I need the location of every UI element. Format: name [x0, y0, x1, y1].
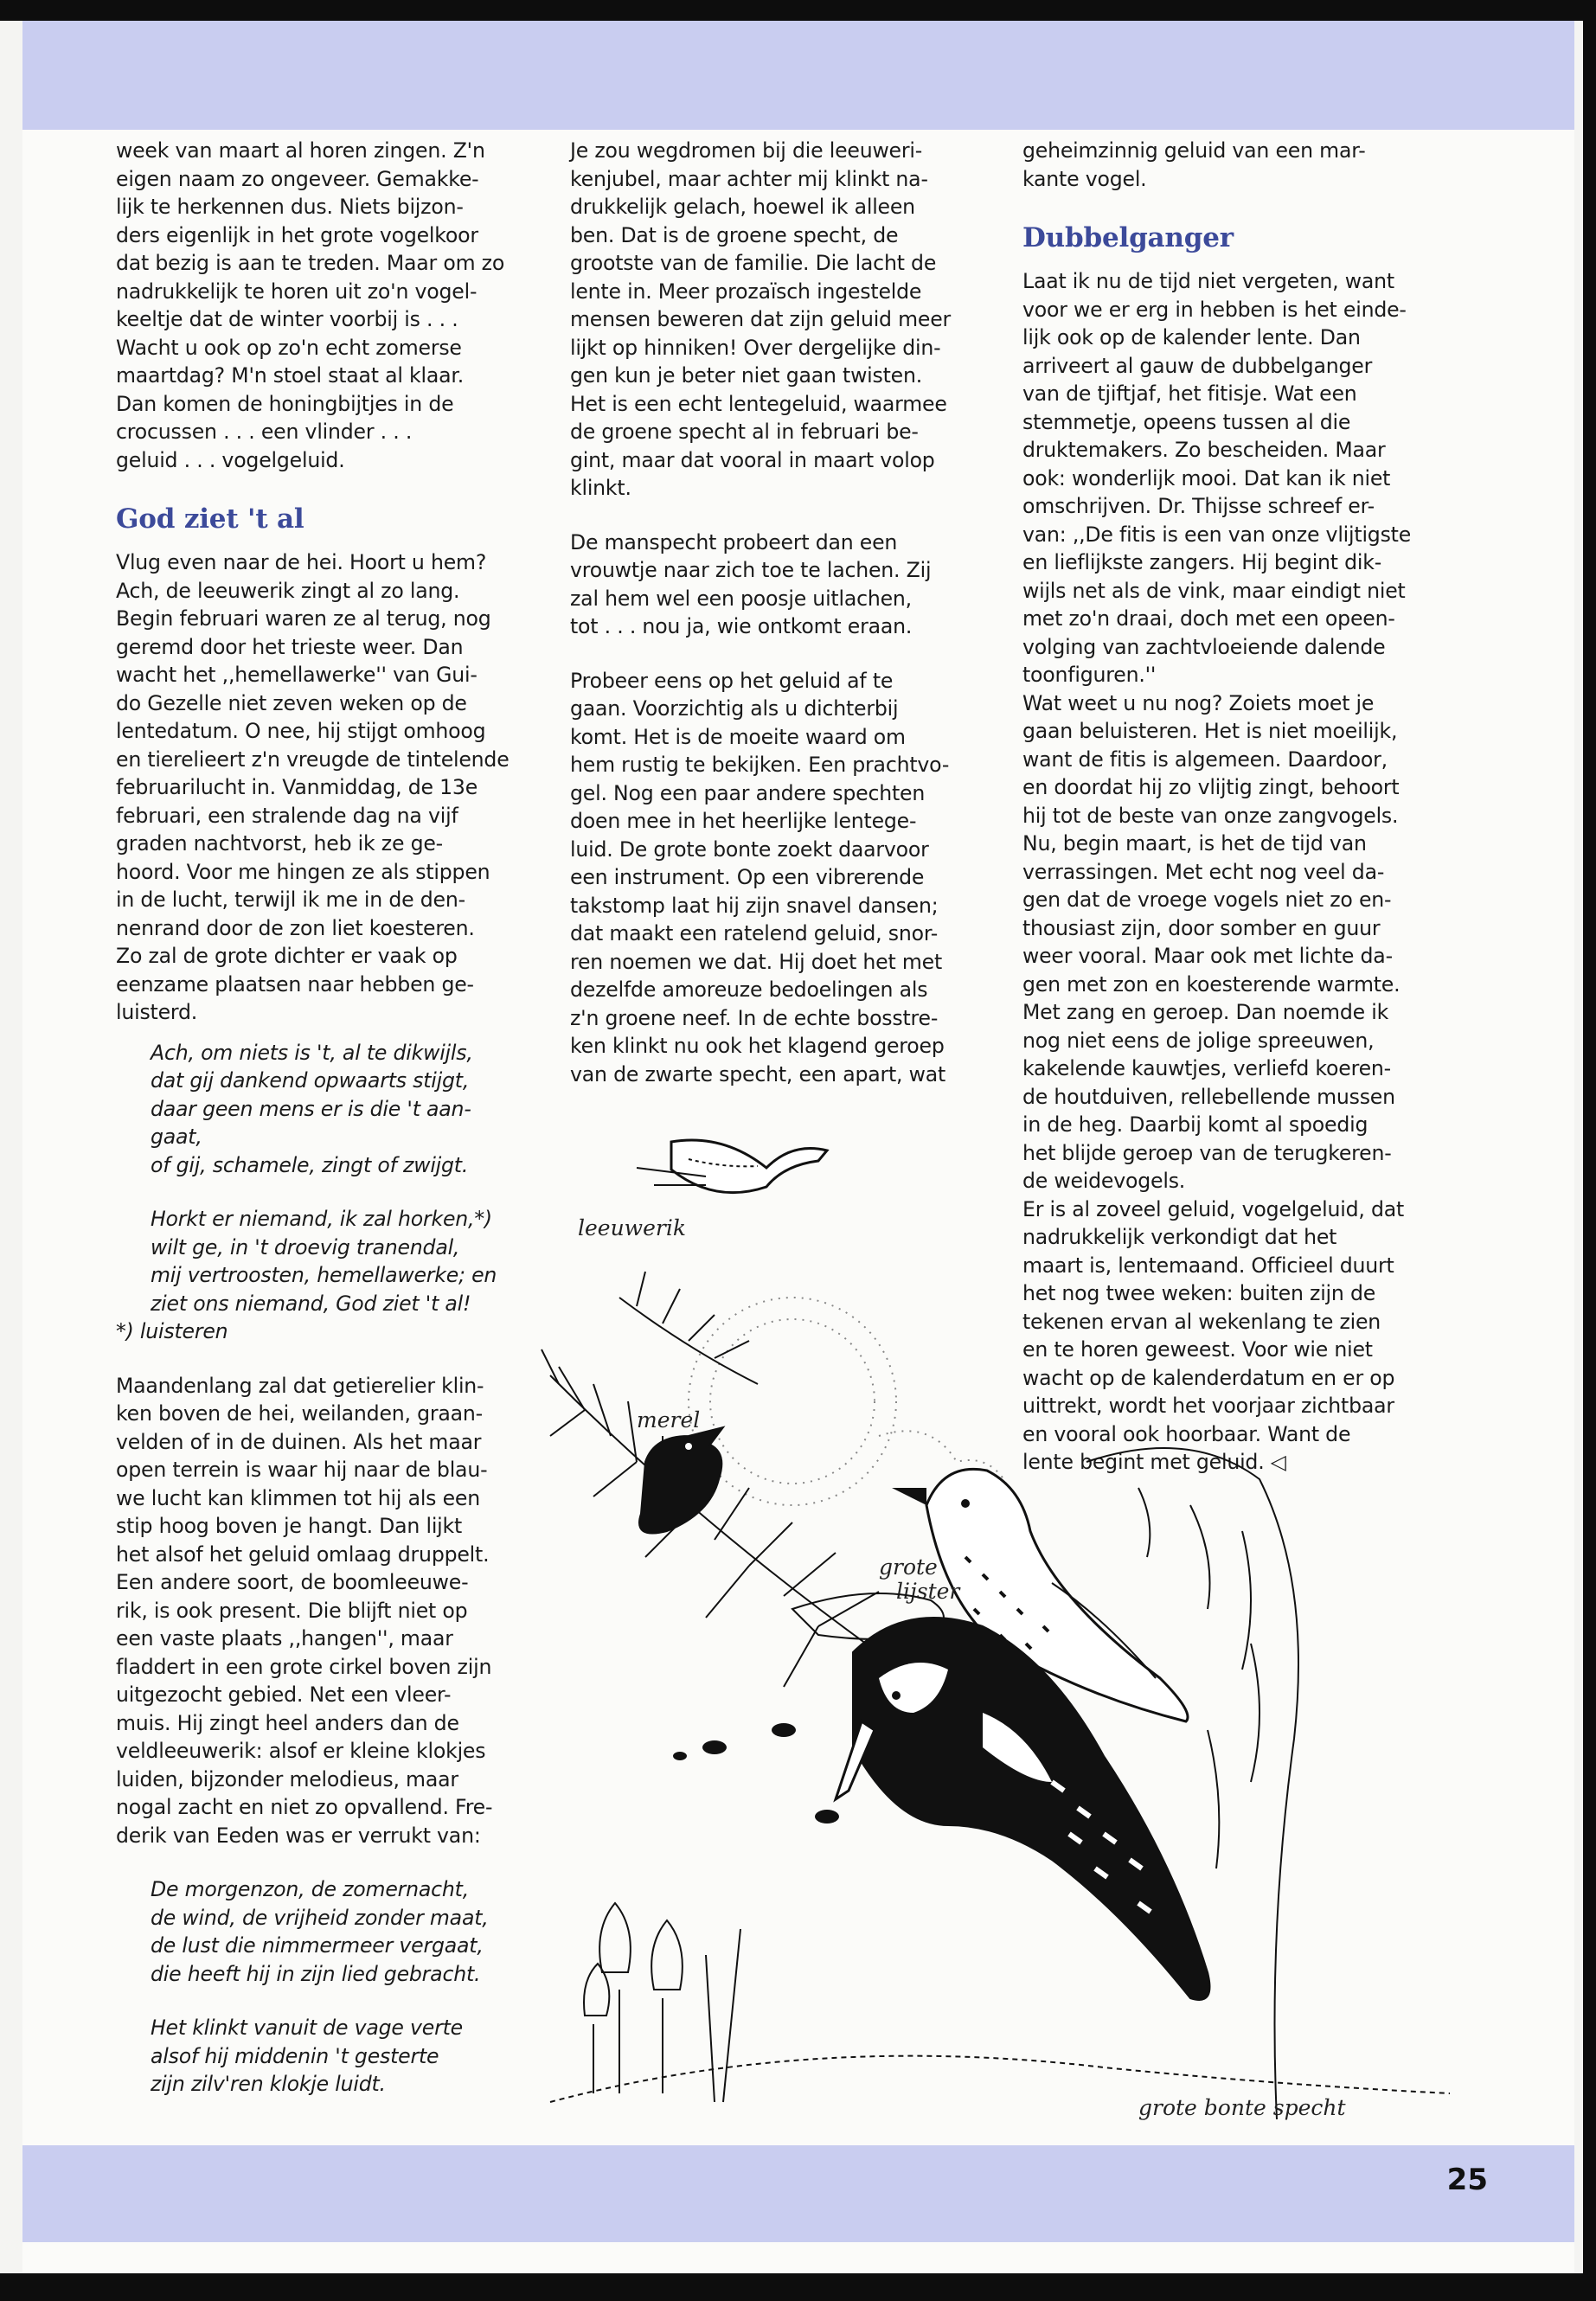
col1-body	[116, 548, 521, 1027]
text-line: de groene specht al in februari be-	[570, 420, 919, 444]
text-line: het blijde geroep van de terugkeren-	[1022, 1140, 1392, 1165]
text-line: van de tjiftjaf, het fitisje. Wat een	[1022, 381, 1357, 406]
text-line: fladdert in een grote cirkel boven zijn	[116, 1654, 492, 1679]
text-line: dat bezig is aan te treden. Maar om zo	[116, 251, 505, 275]
poem-line: Horkt er niemand, ik zal horken,*)	[151, 1207, 492, 1231]
text-line: week van maart al horen zingen. Z'n	[116, 138, 485, 163]
text-line: maart is, lentemaand. Officieel duurt	[1022, 1253, 1394, 1278]
col2-para-3	[570, 667, 956, 1089]
text-line: en lieflijkste zangers. Hij begint dik-	[1022, 550, 1382, 574]
text-line: mensen beweren dat zijn geluid meer	[570, 307, 952, 331]
text-line: en vooral ook hoorbaar. Want de	[1022, 1421, 1351, 1446]
text-line: en te horen geweest. Voor wie niet	[1022, 1337, 1373, 1362]
text-line: kenjubel, maar achter mij klinkt na-	[570, 166, 928, 191]
text-line: velden of in de duinen. Als het maar	[116, 1429, 482, 1454]
col1-body-2	[116, 1372, 521, 1850]
poem-line: de lust die nimmermeer vergaat,	[151, 1933, 484, 1958]
poem-van-eeden-2	[151, 2014, 521, 2099]
text-line: wacht het ,,hemellawerke'' van Gui-	[116, 663, 478, 687]
text-line: hoord. Voor me hingen ze als stippen	[116, 859, 490, 884]
text-line: nog niet eens de jolige spreeuwen,	[1022, 1028, 1375, 1053]
text-line: van: ,,De fitis is een van onze vlijtigste	[1022, 522, 1412, 547]
text-line: Wacht u ook op zo'n echt zomerse	[116, 335, 462, 360]
poem-line: zijn zilv'ren klokje luidt.	[151, 2072, 386, 2096]
text-line: grootste van de familie. Die lacht de	[570, 251, 937, 275]
text-line: gen kun je beter niet gaan twisten.	[570, 363, 923, 388]
text-line: februarilucht in. Vanmiddag, de 13e	[116, 775, 478, 799]
label-merel: merel	[637, 1407, 701, 1433]
poem-line: De morgenzon, de zomernacht,	[151, 1877, 470, 1901]
text-line: we lucht kan klimmen tot hij als een	[116, 1485, 480, 1510]
text-line: nogal zacht en niet zo opvallend. Fre-	[116, 1795, 493, 1819]
text-line: muis. Hij zingt heel anders dan de	[116, 1710, 459, 1735]
label-grote-bonte-specht: grote bonte specht	[1138, 2095, 1346, 2120]
text-line: gel. Nog een paar andere spechten	[570, 780, 926, 805]
text-line: Je zou wegdromen bij die leeuweri-	[570, 138, 923, 163]
text-line: graden nachtvorst, heb ik ze ge-	[116, 831, 443, 856]
text-line: nadrukkelijk verkondigt dat het	[1022, 1225, 1337, 1249]
poem-line: alsof hij middenin 't gesterte	[151, 2043, 439, 2068]
poem-line: Ach, om niets is 't, al te dikwijls,	[151, 1040, 473, 1065]
header-band	[22, 21, 1574, 130]
text-line: lijk ook op de kalender lente. Dan	[1022, 325, 1361, 349]
text-line: Het is een echt lentegeluid, waarmee	[570, 391, 947, 416]
text-line: Zo zal de grote dichter er vaak op	[116, 944, 458, 968]
poem-line: wilt ge, in 't droevig tranendal,	[151, 1234, 460, 1259]
text-line: thousiast zijn, door somber en guur	[1022, 915, 1381, 940]
poem-gezelle-2	[151, 1205, 521, 1317]
text-line: eenzame plaatsen naar hebben ge-	[116, 971, 474, 997]
text-line: Ach, de leeuwerik zingt al zo lang.	[116, 578, 460, 603]
text-line: wacht op de kalenderdatum en er op	[1022, 1365, 1395, 1390]
text-line: Laat ik nu de tijd niet vergeten, want	[1022, 269, 1394, 293]
text-line: maartdag? M'n stoel staat al klaar.	[116, 363, 465, 388]
text-line: de houtduiven, rellebellende mussen	[1022, 1084, 1395, 1109]
text-line: geheimzinnig geluid van een mar-	[1022, 138, 1366, 163]
text-line: de weidevogels.	[1022, 1169, 1186, 1193]
poem-line: gaat,	[151, 1125, 202, 1149]
text-line: komt. Het is de moeite waard om	[570, 724, 906, 749]
text-line: Wat weet u nu nog? Zoiets moet je	[1022, 690, 1375, 715]
text-line: lente begint met geluid. ◁	[1022, 1450, 1286, 1474]
text-line: De manspecht probeert dan een	[570, 529, 898, 554]
poem-gezelle-1	[151, 1039, 521, 1180]
text-line: en doordat hij zo vlijtig zingt, behoort	[1022, 775, 1400, 799]
text-line: en tierelieert z'n vreugde de tintelende	[116, 747, 510, 772]
text-line: stemmetje, opeens tussen al die	[1022, 409, 1351, 434]
text-line: Vlug even naar de hei. Hoort u hem?	[116, 550, 487, 574]
text-line: in de heg. Daarbij komt al spoedig	[1022, 1112, 1368, 1137]
text-line: Begin februari waren ze al terug, nog	[116, 606, 491, 631]
text-line: luiden, bijzonder melodieus, maar	[116, 1766, 458, 1791]
text-line: Dan komen de honingbijtjes in de	[116, 391, 454, 416]
text-line: Probeer eens op het geluid af te	[570, 668, 894, 693]
poem-line: die heeft hij in zijn lied gebracht.	[151, 1961, 481, 1986]
text-line: het alsof het geluid omlaag druppelt.	[116, 1541, 490, 1567]
text-line: keeltje dat de winter voorbij is . . .	[116, 307, 458, 331]
blackbird-drawing	[639, 1427, 723, 1534]
text-line: gaan. Voorzichtig als u dichterbij	[570, 696, 899, 721]
text-line: geluid . . . vogelgeluid.	[116, 447, 345, 472]
text-line: dat maakt een ratelend geluid, snor-	[570, 921, 939, 945]
text-line: hem rustig te bekijken. Een prachtvo-	[570, 753, 950, 777]
text-line: uittrekt, wordt het voorjaar zichtbaar	[1022, 1394, 1394, 1418]
text-line: z'n groene neef. In de echte bosstre-	[570, 1005, 939, 1030]
column-2	[570, 137, 956, 1088]
text-line: toonfiguren.''	[1022, 663, 1157, 687]
footer-band	[22, 2145, 1574, 2242]
text-line: dezelfde amoreuze bedoelingen als	[570, 977, 928, 1002]
poem-line: daar geen mens er is die 't aan-	[151, 1096, 471, 1121]
page-number: 25	[1446, 2163, 1488, 2197]
text-line: luisterd.	[116, 1000, 198, 1024]
col1-intro	[116, 137, 521, 474]
text-line: kakelende kauwtjes, verliefd koeren-	[1022, 1056, 1391, 1080]
text-line: ken boven de hei, weilanden, graan-	[116, 1401, 483, 1426]
text-line: ben. Dat is de groene specht, de	[570, 222, 899, 247]
lark-drawing	[637, 1140, 827, 1193]
text-line: uitgezocht gebied. Net een vleer-	[116, 1682, 452, 1707]
text-line: nadrukkelijk te horen uit zo'n vogel-	[116, 279, 478, 304]
text-line: een instrument. Op een vibrerende	[570, 865, 925, 889]
text-line: met zo'n draai, doch met een opeen-	[1022, 606, 1395, 631]
column-1	[116, 137, 521, 2099]
text-line: het nog twee weken: buiten zijn de	[1022, 1281, 1376, 1305]
text-line: gaan beluisteren. Het is niet moeilijk,	[1022, 719, 1398, 743]
col3-intro	[1022, 137, 1427, 193]
label-lijster: lijster	[896, 1579, 960, 1604]
text-line: lentedatum. O nee, hij stijgt omhoog	[116, 719, 486, 743]
text-line: rik, is ook present. Die blijft niet op	[116, 1598, 468, 1623]
section-heading-dubbelganger: Dubbelganger	[1022, 222, 1234, 253]
text-line: ders eigenlijk in het grote vogelkoor	[116, 222, 478, 247]
text-line: klinkt.	[570, 476, 631, 500]
poem-van-eeden-1	[151, 1875, 521, 1988]
text-line: verrassingen. Met echt nog veel da-	[1022, 859, 1385, 884]
poem-line: Het klinkt vanuit de vage verte	[151, 2016, 463, 2040]
text-line: lijkt op hinniken! Over dergelijke din-	[570, 335, 941, 360]
text-line: Nu, begin maart, is het de tijd van	[1022, 831, 1367, 856]
poem-line: ziet ons niemand, God ziet 't al!	[151, 1291, 471, 1316]
text-line: vrouwtje naar zich toe te lachen. Zij	[570, 558, 932, 582]
poem-line: of gij, schamele, zingt of zwijgt.	[151, 1152, 469, 1177]
footnote: *) luisteren	[116, 1319, 228, 1343]
text-line: drukkelijk gelach, hoewel ik alleen	[570, 195, 915, 219]
text-line: Met zang en geroep. Dan noemde ik	[1022, 1000, 1389, 1024]
text-line: gint, maar dat vooral in maart volop	[570, 447, 935, 472]
scan-border-right	[1583, 21, 1596, 2273]
text-line: een vaste plaats ,,hangen'', maar	[116, 1626, 453, 1650]
text-line: luid. De grote bonte zoekt daarvoor	[570, 836, 929, 862]
text-line: voor we er erg in hebben is het einde-	[1022, 297, 1407, 322]
text-line: derik van Eeden was er verrukt van:	[116, 1823, 481, 1848]
poem-line: de wind, de vrijheid zonder maat,	[151, 1905, 489, 1930]
text-line: do Gezelle niet zeven weken op de	[116, 690, 467, 715]
text-line: ken klinkt nu ook het klagend geroep	[570, 1034, 945, 1058]
text-line: lijk te herkennen dus. Niets bijzon-	[116, 195, 464, 219]
text-line: Een andere soort, de boomleeuwe-	[116, 1570, 469, 1594]
label-leeuwerik: leeuwerik	[578, 1215, 686, 1240]
text-line: geremd door het trieste weer. Dan	[116, 634, 464, 659]
col2-para-1	[570, 137, 956, 503]
text-line: stip hoog boven je hangt. Dan lijkt	[116, 1514, 463, 1538]
bird-illustration	[533, 1125, 1467, 2145]
label-grote: grote	[879, 1554, 938, 1580]
text-line: Er is al zoveel geluid, vogelgeluid, dat	[1022, 1196, 1405, 1221]
text-line: arriveert al gauw de dubbelganger	[1022, 353, 1373, 378]
scan-border-top	[0, 0, 1596, 21]
text-line: takstomp laat hij zijn snavel dansen;	[570, 893, 939, 918]
text-line: omschrijven. Dr. Thijsse schreef er-	[1022, 494, 1375, 518]
text-line: van de zwarte specht, een apart, wat	[570, 1061, 946, 1086]
text-line: lente in. Meer prozaïsch ingestelde	[570, 279, 922, 304]
text-line: hij tot de beste van onze zangvogels.	[1022, 803, 1399, 828]
col2-para-2	[570, 529, 956, 641]
text-line: tekenen ervan al wekenlang te zien	[1022, 1309, 1381, 1334]
scan-border-bottom	[0, 2273, 1596, 2301]
text-line: want de fitis is algemeen. Daardoor,	[1022, 747, 1388, 772]
text-line: februari, een stralende dag na vijf	[116, 803, 458, 828]
bees	[673, 1723, 839, 1823]
text-line: volging van zachtvloeiende dalende	[1022, 634, 1386, 659]
text-line: zal hem wel een poosje uitlachen,	[570, 586, 912, 611]
text-line: weer vooral. Maar ook met lichte da-	[1022, 944, 1393, 968]
crocus-flowers	[584, 1903, 740, 2102]
poem-line: dat gij dankend opwaarts stijgt,	[151, 1068, 470, 1093]
section-heading-god-ziet-t-al: God ziet 't al	[116, 503, 304, 535]
text-line: ook: wonderlijk mooi. Dat kan ik niet	[1022, 465, 1391, 490]
text-line: in de lucht, terwijl ik me in de den-	[116, 888, 465, 912]
poem-line: mij vertroosten, hemellawerke; en	[151, 1263, 497, 1287]
text-line: ren noemen we dat. Hij doet het met	[570, 949, 943, 974]
text-line: gen met zon en koesterende warmte.	[1022, 971, 1401, 997]
text-line: kante vogel.	[1022, 166, 1147, 191]
text-line: eigen naam zo ongeveer. Gemakke-	[116, 166, 479, 191]
text-line: open terrein is waar hij naar de blau-	[116, 1458, 488, 1482]
text-line: druktemakers. Zo bescheiden. Maar	[1022, 438, 1386, 462]
text-line: gen dat de vroege vogels niet zo en-	[1022, 888, 1392, 912]
text-line: crocussen . . . een vlinder . . .	[116, 420, 413, 444]
text-line: wijls net als de vink, maar eindigt niet	[1022, 578, 1406, 603]
text-line: tot . . . nou ja, wie ontkomt eraan.	[570, 614, 913, 638]
text-line: nenrand door de zon liet koesteren.	[116, 915, 475, 940]
text-line: veldleeuwerik: alsof er kleine klokjes	[116, 1739, 486, 1763]
text-line: doen mee in het heerlijke lentege-	[570, 809, 917, 833]
text-line: Maandenlang zal dat getierelier klin-	[116, 1373, 484, 1398]
